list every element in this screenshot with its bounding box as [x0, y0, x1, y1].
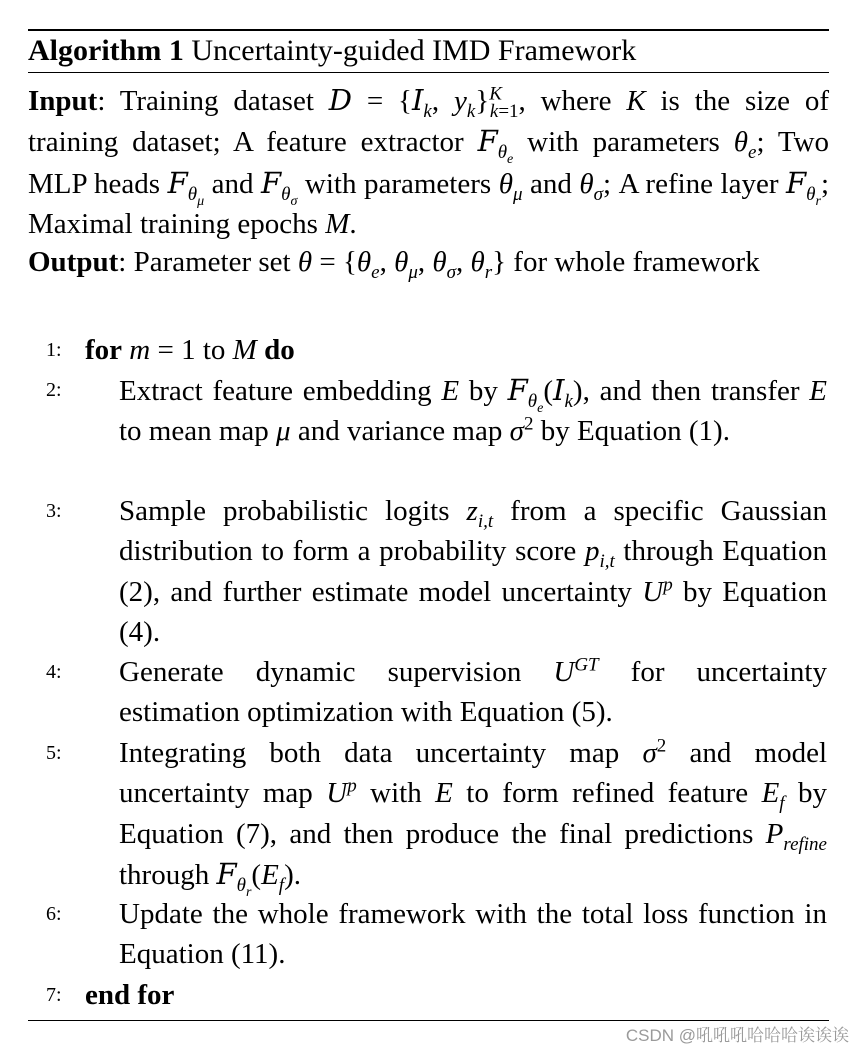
step-7-end-for [85, 975, 174, 1015]
caption-rule [28, 72, 829, 73]
step-number-6: 6: [46, 903, 62, 925]
step-number-1: 1: [46, 339, 62, 361]
csdn-watermark: CSDN @吼吼吼哈哈哈诶诶诶 [625, 1026, 849, 1045]
output-paragraph: Output: Parameter set $\theta = \{\theta_e$, $\theta_\mu$, $\theta_\sigma$, $\theta_r$} for whole framework [28, 246, 760, 283]
for-keyword: for [85, 334, 123, 366]
step-3-text: Sample probabilistic logits $z_{i,t}$ from a specific Gaussian distribution to form a probability score $p_{i,t}$ through Equation (2), and further estimate model uncertainty $U^p$ by Equation (4). [119, 495, 827, 649]
bottom-rule [28, 1020, 829, 1021]
algorithm-label: Algorithm 1 [28, 34, 184, 67]
step-6-text: Update the whole framework with the total loss function in Equation (11). [119, 898, 827, 971]
step-number-5: 5: [46, 742, 62, 764]
input-paragraph: Input: Training dataset $D = \{I_k$, $y_k\}^K_{k=1}$, where K is the size of training dataset; A feature extractor $F_{\theta_e}$ with parameters $\theta_e$; Two MLP heads $F_{\theta_\mu}$ and $F_{\theta_\sigma}$ with parameters $\theta_\mu$ and $\theta_\sigma$; A refine layer $F_{\theta_r}$; Maximal training epochs M. [28, 83, 830, 241]
algorithm-caption [28, 31, 829, 71]
step-number-2: 2: [46, 379, 62, 401]
algorithm-title: Uncertainty-guided IMD Framework [191, 34, 637, 67]
step-5-text: Integrating both data uncertainty map $\sigma^2$ and model uncertainty map $U^p$ with E to form refined feature $E_f$ by Equation (7), and then produce the final predictions $P_{refine}$ through $F_{\theta_r}(E_f)$. [119, 735, 828, 900]
step-4-text: Generate dynamic supervision $U^{GT}$ for uncertainty estimation optimization with Equation (5). [119, 654, 827, 729]
step-number-3: 3: [46, 500, 62, 522]
step-number-7: 7: [46, 984, 62, 1006]
do-keyword: do [264, 334, 295, 366]
step-1-for-loop: for m = 1 to M do [85, 334, 295, 366]
end-for-keyword: end for [85, 979, 175, 1011]
output-label: Output [28, 246, 119, 278]
input-label: Input [28, 85, 98, 117]
step-number-4: 4: [46, 661, 62, 683]
step-2-text: Extract feature embedding E by $F_{\theta_e}(I_k)$, and then transfer E to mean map μ and variance map $\sigma^2$ by Equation (1). [119, 373, 827, 448]
